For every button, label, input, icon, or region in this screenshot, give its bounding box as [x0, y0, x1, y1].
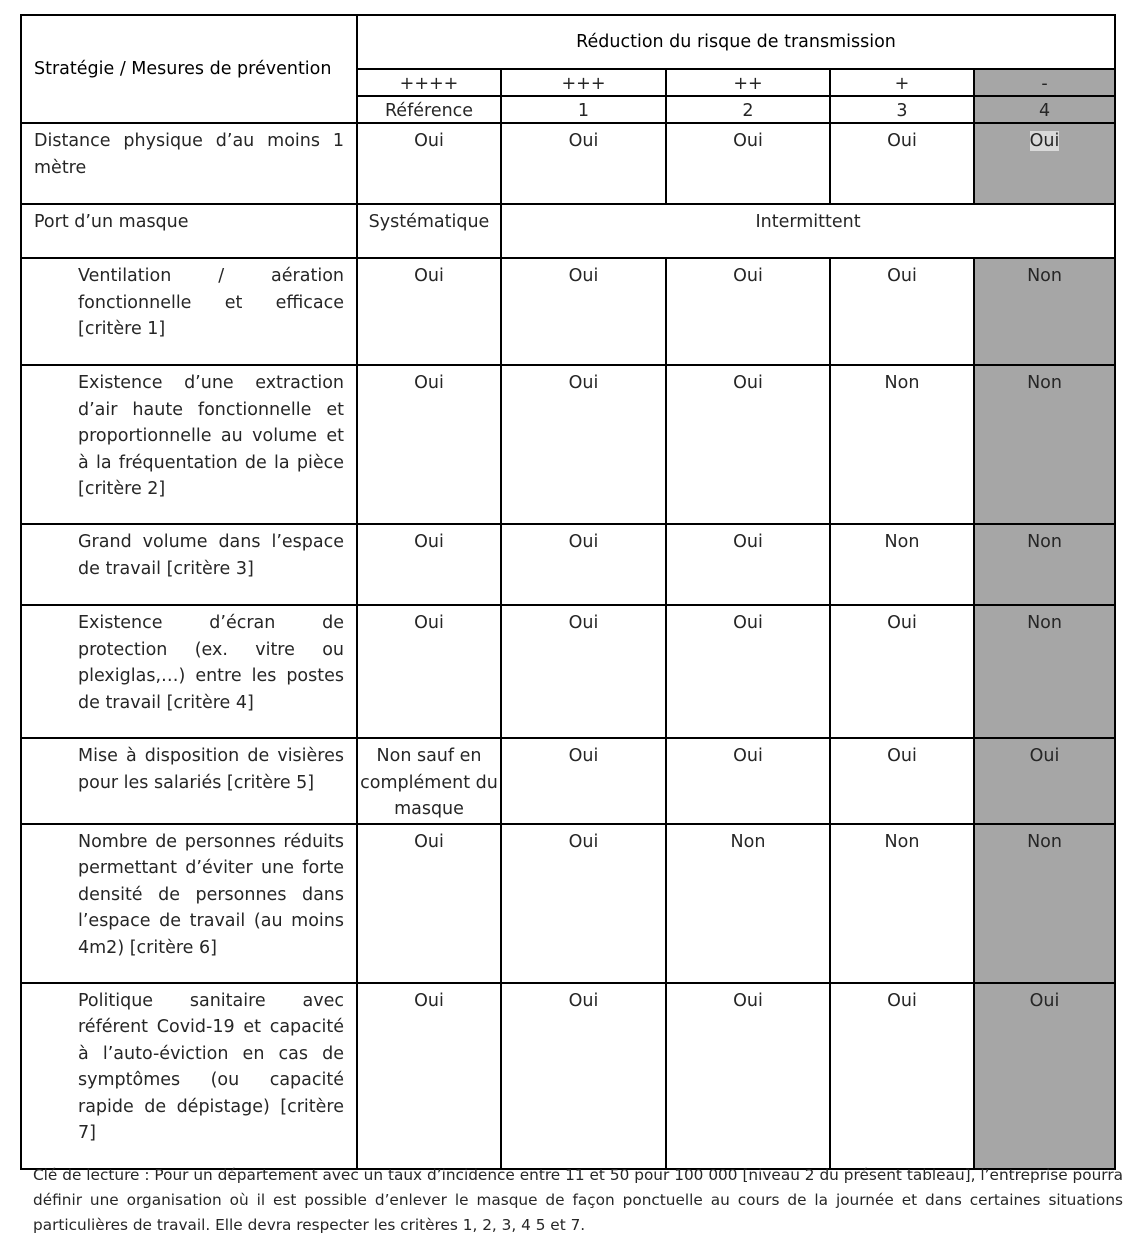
cell-value: Oui — [1029, 131, 1060, 151]
cell-value: Oui — [501, 983, 666, 1169]
table-row — [21, 524, 1115, 605]
measure-label: Ventilation / aération fonctionnelle et efficace [critère 1] — [21, 258, 357, 365]
measure-label: Port d’un masque — [21, 204, 357, 258]
measure-label: Distance physique d’au moins 1 mètre — [21, 123, 357, 204]
cell-value: Non — [830, 365, 974, 524]
cell-value: Non — [830, 824, 974, 983]
cell-value: Oui — [501, 365, 666, 524]
cell-value: Oui — [666, 524, 830, 605]
measure-label: Nombre de personnes réduits permettant d’éviter une forte densité de personnes dans l’espace de travail (au moins 4m2) [critère 6] — [21, 824, 357, 983]
cell-value: Systématique — [357, 204, 501, 258]
reduction-title: Réduction du risque de transmission — [357, 15, 1115, 69]
cell-value: Non — [666, 824, 830, 983]
cell-value: Oui — [357, 365, 501, 524]
cell-value: Non — [974, 365, 1115, 524]
level-symbol: + — [830, 69, 974, 96]
table-row — [21, 983, 1115, 1169]
level-label: 2 — [666, 96, 830, 123]
level-symbol: ++ — [666, 69, 830, 96]
cell-value: Oui — [357, 258, 501, 365]
cell-value: Oui — [666, 123, 830, 204]
cell-value: Oui — [830, 605, 974, 738]
cell-value: Oui — [974, 983, 1115, 1169]
cell-value: Oui — [501, 258, 666, 365]
cell-value: Non — [974, 258, 1115, 365]
cell-value: Oui — [666, 983, 830, 1169]
level-label: 1 — [501, 96, 666, 123]
strategy-header: Stratégie / Mesures de prévention — [21, 15, 357, 123]
cell-value: Oui — [830, 258, 974, 365]
level-symbol: - — [974, 69, 1115, 96]
cell-value: Oui — [357, 983, 501, 1169]
cell-value: Oui — [501, 123, 666, 204]
cell-value: Oui — [666, 258, 830, 365]
cell-value: Intermittent — [501, 204, 1115, 258]
cell-value: Non sauf en complément du masque — [357, 738, 501, 824]
cell-value: Oui — [830, 738, 974, 824]
measure-label: Politique sanitaire avec référent Covid-19 et capacité à l’auto-éviction en cas de symptômes (ou capacité rapide de dépistage) [critère 7] — [21, 983, 357, 1169]
table-row — [21, 738, 1115, 824]
cell-value: Non — [974, 524, 1115, 605]
measure-label: Existence d’écran de protection (ex. vitre ou plexiglas,…) entre les postes de travail [critère 4] — [21, 605, 357, 738]
table-row — [21, 824, 1115, 983]
level-symbol: ++++ — [357, 69, 501, 96]
cell-value: Oui — [357, 605, 501, 738]
measure-label: Existence d’une extraction d’air haute fonctionnelle et proportionnelle au volume et à la fréquentation de la pièce [critère 2] — [21, 365, 357, 524]
level-symbol: +++ — [501, 69, 666, 96]
cell-value: Oui — [974, 738, 1115, 824]
cell-value: Oui — [666, 605, 830, 738]
table-row — [21, 123, 1115, 204]
cell-value: Oui — [666, 738, 830, 824]
cell-value-wrap — [974, 123, 1115, 204]
level-label: 4 — [974, 96, 1115, 123]
cell-value: Oui — [666, 365, 830, 524]
cell-value: Oui — [501, 738, 666, 824]
cell-value: Non — [974, 605, 1115, 738]
reading-key-note: Clé de lecture : Pour un département avec un taux d’incidence entre 11 et 50 pour 100 000 [niveau 2 du présent tableau], l’entreprise pourra définir une organisation où il est possible d’enlever le masque de façon ponctuelle au cours de la journée et dans certaines situations particulières de travail. Elle devra respecter les critères 1, 2, 3, 4 5 et 7. — [33, 1166, 1123, 1234]
cell-value: Oui — [830, 123, 974, 204]
measure-label: Mise à disposition de visières pour les salariés [critère 5] — [21, 738, 357, 824]
cell-value: Oui — [357, 524, 501, 605]
cell-value: Oui — [501, 824, 666, 983]
prevention-table — [20, 14, 1116, 1170]
cell-value: Oui — [357, 123, 501, 204]
cell-value: Oui — [501, 605, 666, 738]
table-row — [21, 204, 1115, 258]
cell-value: Oui — [830, 983, 974, 1169]
level-label: 3 — [830, 96, 974, 123]
table-row — [21, 258, 1115, 365]
table-row — [21, 605, 1115, 738]
table-row — [21, 365, 1115, 524]
measure-label: Grand volume dans l’espace de travail [critère 3] — [21, 524, 357, 605]
cell-value: Oui — [501, 524, 666, 605]
level-label: Référence — [357, 96, 501, 123]
cell-value: Non — [974, 824, 1115, 983]
cell-value: Oui — [357, 824, 501, 983]
cell-value: Non — [830, 524, 974, 605]
